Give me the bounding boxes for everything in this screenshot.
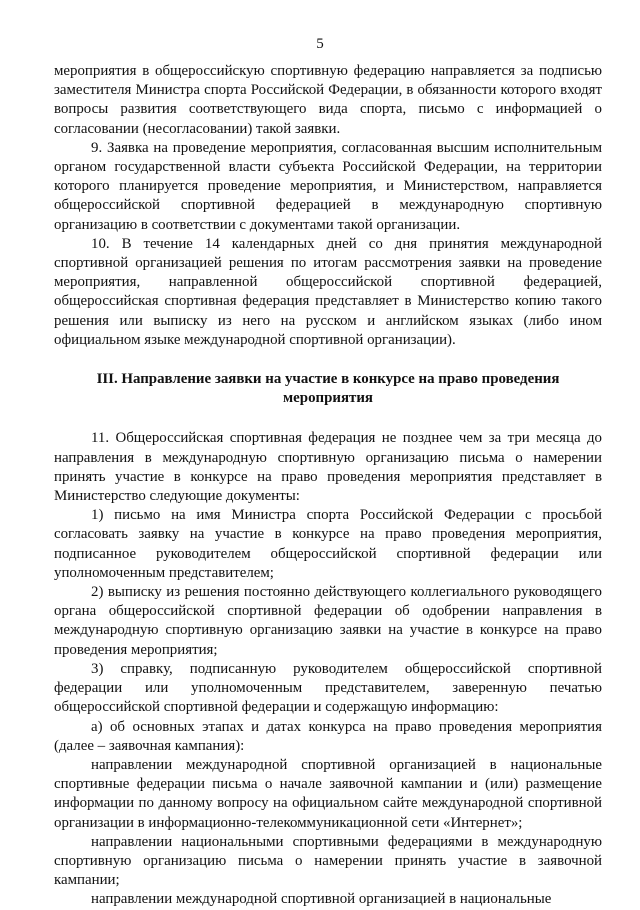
sub-item-paragraph: направлении международной спортивной организацией в национальные — [91, 891, 552, 908]
spacer — [54, 350, 602, 370]
paragraph-continuation: мероприятия в общероссийскую спортивную федерацию направляется за подписью заместителя Министра спорта Российской Федерации, в обязанности которого входят вопросы развития соответствующего вида спорта, письмо с информацией о согласовании (несогласовании) такой заявки. — [54, 63, 602, 137]
sub-item-paragraph: направлении международной спортивной организацией в национальные спортивные федерации письма о начале заявочной кампании и (или) размещение информации по данному вопросу на официальном сайте международной спортивной организации в информационно-телекоммуникационной сети «Интернет»; — [54, 756, 602, 831]
paragraph-item-11: 11. Общероссийская спортивная федерация не позднее чем за три месяца до направления в международную спортивную организацию письма о намерении принять участие в конкурсе на право проведения мероприятия представляет в Министерство следующие документы: — [54, 430, 602, 505]
section-heading: III. Направление заявки на участие в конкурсе на право проведения мероприятия — [96, 371, 560, 407]
spacer — [54, 408, 602, 429]
list-item-1: 1) письмо на имя Министра спорта Российской Федерации с просьбой согласовать заявку на участие в конкурсе на право проведения мероприятия, подписанное руководителем общероссийской спортивной федерации или уполномоченным представителем; — [54, 507, 602, 581]
list-item-3: 3) справку, подписанную руководителем общероссийской спортивной федерации или уполномоченным представителем, заверенную печатью общероссийской спортивной федерации и содержащую информацию: — [54, 660, 602, 716]
paragraph-item-9: 9. Заявка на проведение мероприятия, согласованная высшим исполнительным органом государственной власти субъекта Российской Федерации, на территории которого планируется проведение мероприятия, и Министерством, направляется общероссийской спортивной федерацией в международную спортивную организацию в соответствии с документами такой организации. — [54, 139, 602, 233]
sub-item-paragraph: направлении национальными спортивными федерациями в международную спортивную организацию письма о намерении принять участие в заявочной кампании; — [54, 833, 602, 889]
page-number: 5 — [316, 36, 324, 52]
paragraph-item-10: 10. В течение 14 календарных дней со дня принятия международной спортивной организацией решения по итогам рассмотрения заявки на проведение мероприятия, направленной общероссийской спортивной федерацией, общероссийская спортивная федерация представляет в Министерство копию такого решения или выписку из него на русском и английском языках (либо ином официальном языке международной спортивной организации). — [54, 235, 602, 348]
sub-item-a: а) об основных этапах и датах конкурса на право проведения мероприятия (далее – заявочная кампания): — [54, 718, 602, 754]
list-item-2: 2) выписку из решения постоянно действующего коллегиального руководящего органа общероссийской спортивной федерации об одобрении направления в международную спортивную организацию заявки на участие в конкурсе на право проведения мероприятия; — [54, 584, 602, 658]
document-body — [54, 62, 602, 910]
